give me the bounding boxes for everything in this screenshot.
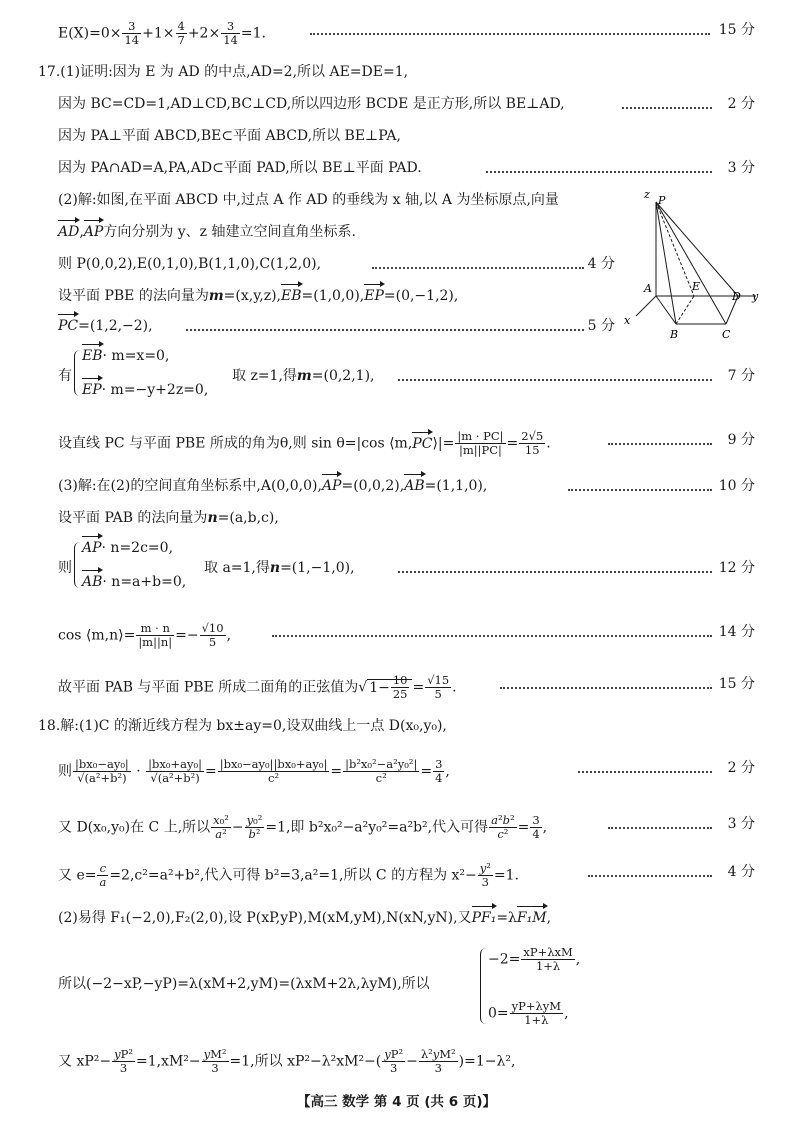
q17-line-3: 因为 PA⊥平面 ABCD,BE⊂平面 ABCD,所以 BE⊥PA, bbox=[58, 128, 401, 144]
sys3-eq-a: −2= $\frac{\text{xP+λxM}}{1+\lambda}$ , bbox=[488, 945, 581, 973]
dot-leader bbox=[372, 267, 584, 269]
q17-line-1: 17.(1)证明:因为 E 为 AD 的中点,AD=2,所以 AE=DE=1, bbox=[38, 64, 409, 80]
figure-label: C bbox=[722, 328, 731, 341]
sin-theta-line: 设直线 PC 与平面 PBE 所成的角为θ,则 sin θ=|cos ⟨m,PC⟩|= $\frac{|m \cdot PC|}{|m||PC|}$ = $\frac{2√5}{15}$ . bbox=[58, 429, 551, 457]
score-mark: 4 分 bbox=[587, 256, 615, 272]
figure-label: y bbox=[752, 290, 759, 303]
sys2-eq-a: AP· n=2c=0, bbox=[82, 540, 174, 556]
q17-line-7: 则 P(0,0,2),E(0,1,0),B(1,1,0),C(1,2,0), bbox=[58, 256, 322, 272]
brace bbox=[74, 350, 81, 396]
q17-line-2: 因为 BC=CD=1,AD⊥CD,BC⊥CD,所以四边形 BCDE 是正方形,所以 BE⊥AD, bbox=[58, 96, 565, 112]
score-mark: 10 分 bbox=[718, 478, 755, 494]
dot-leader bbox=[272, 635, 712, 637]
q17-line-9: PC=(1,2,−2), bbox=[58, 318, 153, 334]
q17-part3-line: (3)解:在(2)的空间直角坐标系中,A(0,0,0),AP=(0,0,2),AB=(1,1,0), bbox=[58, 478, 488, 494]
figure-label: z bbox=[644, 188, 650, 201]
pyramid-figure bbox=[618, 184, 763, 344]
q17-line-5: (2)解:如图,在平面 ABCD 中,过点 A 作 AD 的垂线为 x 轴,以 A 为坐标原点,向量 bbox=[58, 192, 559, 208]
q18-line-4: 又 e= $\frac{c}{a}$ =2,c²=a²+b²,代入可得 b²=3,a²=1,所以 C 的方程为 x²− $\frac{\text{y²}}{3}$ =1. bbox=[58, 861, 519, 889]
dot-leader bbox=[608, 443, 712, 445]
score-mark: 3 分 bbox=[727, 160, 755, 176]
n-vector-line: 设平面 PAB 的法向量为n=(a,b,c), bbox=[58, 510, 279, 526]
take1: 取 z=1,得m=(0,2,1), bbox=[232, 368, 375, 384]
score-mark: 12 分 bbox=[718, 560, 755, 576]
figure-label: P bbox=[658, 194, 666, 207]
cos-line: cos ⟨m,n⟩= $\frac{m \cdot n}{|m||n|}$ =− $\frac{√10}{5}$ , bbox=[58, 621, 232, 649]
score-mark: 2 分 bbox=[727, 760, 755, 776]
sys3-eq-b: 0= $\frac{\text{yP+λyM}}{1+\lambda}$ , bbox=[488, 999, 569, 1027]
sys1-eq-a: EB· m=x=0, bbox=[82, 348, 170, 364]
dot-leader bbox=[186, 329, 584, 331]
score-mark: 15 分 bbox=[718, 676, 755, 692]
dot-leader bbox=[588, 875, 712, 877]
score-mark: 2 分 bbox=[727, 96, 755, 112]
figure-label: E bbox=[692, 280, 701, 293]
dot-leader bbox=[622, 107, 712, 109]
sys1-label: 有 bbox=[58, 368, 72, 384]
dot-leader bbox=[398, 379, 712, 381]
score-mark: 7 分 bbox=[727, 368, 755, 384]
score-mark: 14 分 bbox=[718, 624, 755, 640]
q17-line-8: 设平面 PBE 的法向量为m=(x,y,z),EB=(1,0,0),EP=(0,−1,2), bbox=[58, 288, 459, 304]
figure-label: B bbox=[670, 328, 679, 341]
figure-label: D bbox=[732, 290, 741, 303]
sys2-eq-b: AB· n=a+b=0, bbox=[82, 574, 187, 590]
score-mark: 9 分 bbox=[727, 432, 755, 448]
dot-leader bbox=[398, 571, 712, 573]
q17-line-6: AD,AP方向分别为 y、z 轴建立空间直角坐标系. bbox=[58, 224, 356, 240]
q18-line-7: 又 xP²− $\frac{\text{yP²}}{3}$ =1,xM²− $\frac{\text{yM²}}{3}$ =1,所以 xP²−λ²xM²−( $\frac{\text{yP²}}{3}$ − $\frac{\text{λ²yM²}}{3}$ )=1−λ², bbox=[58, 1047, 516, 1075]
q17-line-4: 因为 PA∩AD=A,PA,AD⊂平面 PAD,所以 BE⊥平面 PAD. bbox=[58, 160, 422, 176]
brace bbox=[74, 542, 81, 588]
score-mark: 4 分 bbox=[727, 864, 755, 880]
figure-label: A bbox=[644, 282, 652, 295]
dot-leader bbox=[568, 489, 712, 491]
sys1-eq-b: EP· m=−y+2z=0, bbox=[82, 382, 209, 398]
q18-line-1: 18.解:(1)C 的渐近线方程为 bx±ay=0,设双曲线上一点 D(x₀,y₀), bbox=[38, 718, 447, 734]
q18-line-5: (2)易得 F₁(−2,0),F₂(2,0),设 P(xP,yP),M(xM,yM),N(xN,yN),又PF₁=λF₁M, bbox=[58, 910, 552, 926]
dot-leader bbox=[608, 827, 712, 829]
score-mark: 15 分 bbox=[718, 22, 755, 38]
dot-leader bbox=[500, 687, 712, 689]
score-mark: 3 分 bbox=[727, 816, 755, 832]
brace bbox=[480, 948, 487, 1024]
q18-line-6: 所以(−2−xP,−yP)=λ(xM+2,yM)=(λxM+2λ,λyM),所以 bbox=[58, 976, 430, 992]
figure-label: x bbox=[624, 314, 631, 327]
final-line: 故平面 PAB 与平面 PBE 所成二面角的正弦值为√ 1− $\frac{10}{25}$ = $\frac{√15}{5}$ . bbox=[58, 673, 457, 701]
dot-leader bbox=[310, 33, 710, 35]
expectation-line: E(X)=0× $\frac{3}{14}$ +1× $\frac{4}{7}$ +2× $\frac{3}{14}$ =1. bbox=[58, 19, 266, 47]
score-mark: 5 分 bbox=[587, 318, 615, 334]
take2: 取 a=1,得n=(1,−1,0), bbox=[204, 560, 355, 576]
q18-line-3: 又 D(x₀,y₀)在 C 上,所以 $\frac{\text{x₀²}}{\text{a²}}$ − $\frac{\text{y₀²}}{\text{b²}}$ =1,即 b²x₀²−a²y₀²=a²b²,代入可得 $\frac{\text{a²b²}}{\text{c²}}$ = $\frac{3}{4}$ , bbox=[58, 813, 548, 841]
sys2-label: 则 bbox=[58, 560, 72, 576]
dot-leader bbox=[486, 171, 712, 173]
q18-line-2: 则 $\frac{\text{|bx₀−ay₀|}}{\text{√(a²+b²)}}$ · $\frac{\text{|bx₀+ay₀|}}{\text{√(a²+b²)}}$ = $\frac{\text{|bx₀−ay₀||bx₀+ay₀|}}{\text{c²}}$ = $\frac{\text{|b²x₀²−a²y₀²|}}{\text{c²}}$ = $\frac{3}{4}$ , bbox=[58, 757, 450, 785]
page-footer: 【高三 数学 第 4 页 (共 6 页)】 bbox=[296, 1094, 497, 1110]
dot-leader bbox=[578, 771, 712, 773]
